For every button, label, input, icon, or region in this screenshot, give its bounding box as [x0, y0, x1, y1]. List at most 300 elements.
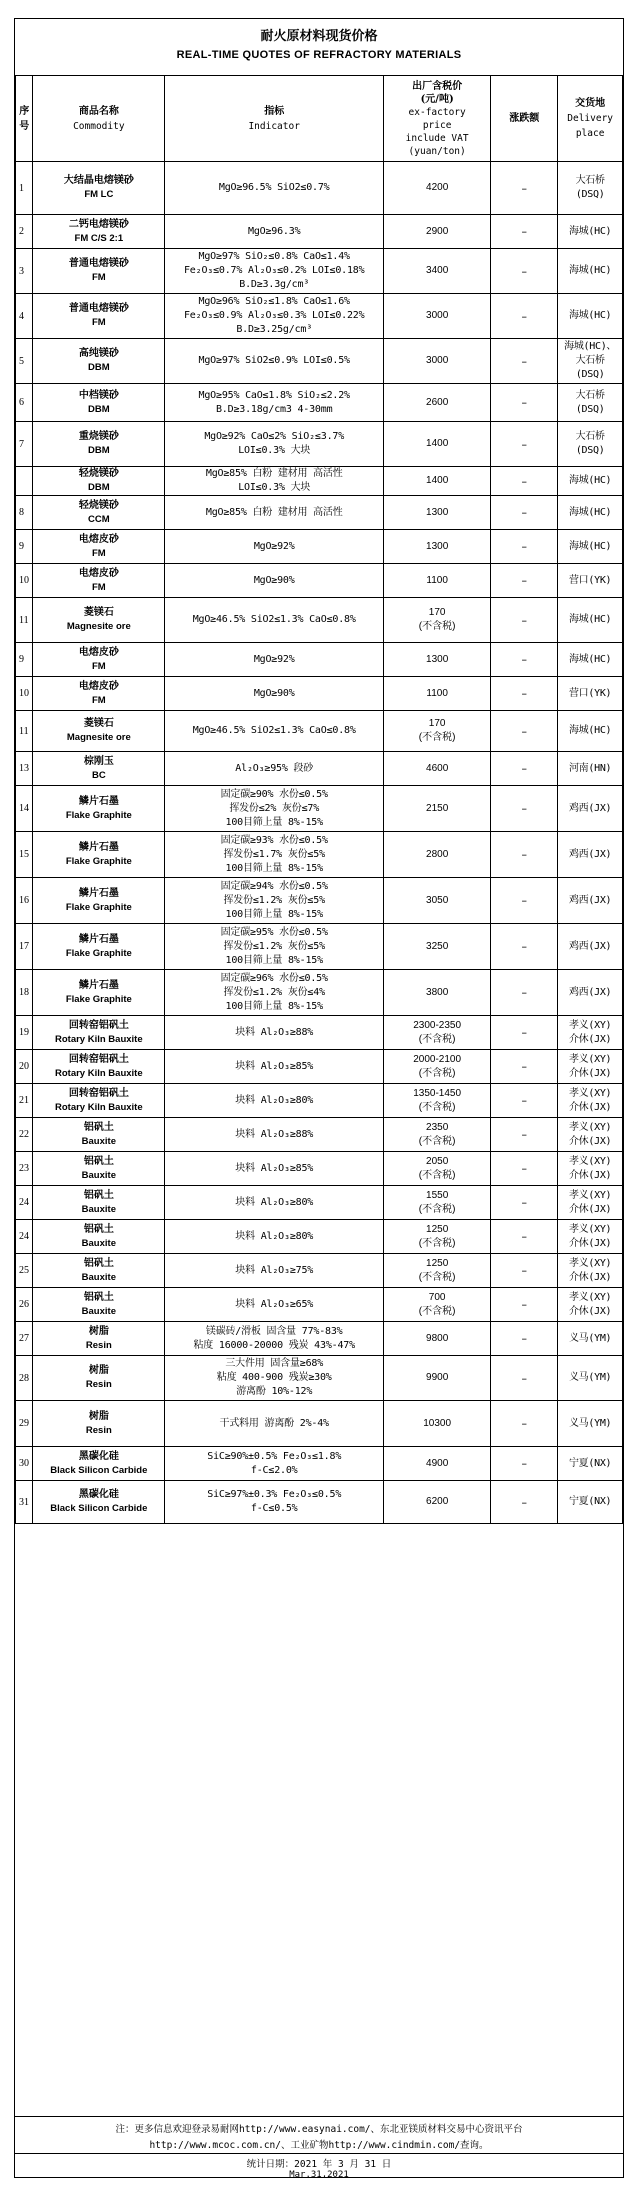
row-number: 20 — [16, 1050, 33, 1084]
price-value: 1350-1450 — [413, 1087, 462, 1099]
change-cell: – — [491, 1186, 558, 1220]
indicator-cell — [165, 1401, 384, 1447]
delivery-place-line: 孝义(XY) — [568, 1257, 612, 1269]
price-value: 1250 — [426, 1257, 449, 1269]
indicator-line: 100目筛上量 8%-15% — [225, 908, 323, 920]
commodity-name-zh: 树脂 — [88, 1325, 109, 1337]
delivery-place-cell — [558, 1016, 623, 1050]
commodity-cell — [33, 1050, 165, 1084]
table-row — [16, 832, 623, 878]
change-cell: – — [491, 786, 558, 832]
indicator-cell — [165, 530, 384, 564]
commodity-name-zh: 轻烧镁砂 — [78, 499, 119, 511]
commodity-cell — [33, 598, 165, 643]
header-price — [384, 76, 491, 162]
change-cell: – — [491, 1220, 558, 1254]
delivery-place-line: 海城(HC) — [568, 310, 612, 321]
table-row — [16, 677, 623, 711]
indicator-cell — [165, 878, 384, 924]
indicator-line: MgO≥85% 白粉 建材用 高活性 — [205, 468, 343, 479]
price-cell — [384, 1186, 491, 1220]
commodity-cell — [33, 1288, 165, 1322]
delivery-place-line: 鸡西(JX) — [568, 848, 612, 860]
commodity-name-zh: 菱镁石 — [83, 718, 114, 729]
price-value: 1400 — [426, 475, 449, 486]
row-number — [16, 467, 33, 496]
indicator-line: 固定碳≥96% 水份≤0.5% — [220, 972, 328, 984]
delivery-place-cell — [558, 752, 623, 786]
price-value: 2900 — [426, 225, 449, 237]
commodity-cell — [33, 384, 165, 422]
delivery-place-line: 介休(JX) — [568, 1101, 612, 1113]
commodity-name-en: Resin — [85, 1339, 112, 1351]
row-number: 24 — [16, 1186, 33, 1220]
price-value: (不含税) — [418, 621, 456, 632]
delivery-place-cell — [558, 677, 623, 711]
price-cell — [384, 1447, 491, 1481]
indicator-cell — [165, 924, 384, 970]
commodity-cell — [33, 1084, 165, 1118]
row-number: 30 — [16, 1447, 33, 1481]
row-number: 14 — [16, 786, 33, 832]
price-value: 9900 — [426, 1372, 449, 1383]
commodity-name-zh: 中档镁砂 — [78, 389, 119, 401]
indicator-cell — [165, 1356, 384, 1401]
change-cell: – — [491, 564, 558, 598]
table-row — [16, 1084, 623, 1118]
delivery-place-cell — [558, 1152, 623, 1186]
indicator-cell — [165, 496, 384, 530]
indicator-line: 块料 Al₂O₃≥88% — [235, 1128, 314, 1140]
indicator-line: B.D≥3.25g/cm³ — [236, 324, 313, 335]
price-cell — [384, 467, 491, 496]
row-number: 31 — [16, 1481, 33, 1524]
change-cell: – — [491, 339, 558, 384]
price-value: 2150 — [426, 802, 449, 814]
indicator-cell — [165, 711, 384, 752]
commodity-cell — [33, 878, 165, 924]
indicator-line: MgO≥46.5% SiO2≤1.3% CaO≤0.8% — [192, 725, 356, 736]
price-cell — [384, 677, 491, 711]
commodity-name-en: Bauxite — [81, 1271, 116, 1283]
price-value: 1550 — [426, 1189, 449, 1201]
commodity-cell — [33, 1254, 165, 1288]
commodity-name-en: Black Silicon Carbide — [50, 1503, 148, 1514]
commodity-name-zh: 鳞片石墨 — [78, 979, 119, 991]
indicator-cell — [165, 249, 384, 294]
footer-date-zh: 统计日期：2021 年 3 月 31 日 — [246, 2159, 392, 2170]
table-row — [16, 384, 623, 422]
indicator-cell — [165, 1118, 384, 1152]
table-row — [16, 496, 623, 530]
price-cell — [384, 1050, 491, 1084]
indicator-cell — [165, 162, 384, 215]
commodity-name-en: BC — [91, 769, 106, 781]
commodity-name-en: Rotary Kiln Bauxite — [55, 1033, 143, 1045]
indicator-line: 块料 Al₂O₃≥80% — [235, 1094, 314, 1106]
delivery-place-line: 孝义(XY) — [568, 1155, 612, 1167]
change-cell: – — [491, 832, 558, 878]
commodity-name-zh: 树脂 — [88, 1410, 109, 1422]
row-number: 8 — [16, 496, 33, 530]
title-chinese: 耐火原材料现货价格 — [260, 29, 378, 44]
header-change — [491, 76, 558, 162]
table-row — [16, 162, 623, 215]
change-cell: – — [491, 1288, 558, 1322]
table-row — [16, 1220, 623, 1254]
price-cell — [384, 1084, 491, 1118]
change-cell: – — [491, 162, 558, 215]
delivery-place-cell — [558, 339, 623, 384]
commodity-name-en: DBM — [88, 403, 110, 415]
table-row — [16, 1288, 623, 1322]
delivery-place-cell — [558, 530, 623, 564]
delivery-place-cell — [558, 1481, 623, 1524]
delivery-place-cell — [558, 832, 623, 878]
header-change-label: 涨跌额 — [509, 113, 540, 124]
delivery-place-cell — [558, 1254, 623, 1288]
price-cell — [384, 878, 491, 924]
indicator-cell — [165, 643, 384, 677]
indicator-line: 固定碳≥90% 水份≤0.5% — [220, 788, 328, 800]
indicator-cell — [165, 1152, 384, 1186]
row-number: 10 — [16, 564, 33, 598]
price-value: 2000-2100 — [413, 1053, 462, 1065]
table-row — [16, 1254, 623, 1288]
commodity-name-zh: 大结晶电熔镁砂 — [63, 175, 134, 186]
commodity-name-zh: 轻烧镁砂 — [78, 468, 119, 479]
change-cell: – — [491, 530, 558, 564]
table-row — [16, 1152, 623, 1186]
price-cell — [384, 1401, 491, 1447]
commodity-name-zh: 棕刚玉 — [83, 755, 114, 767]
header-no-line: 号 — [19, 120, 30, 132]
row-number: 6 — [16, 384, 33, 422]
indicator-line: 游离酚 10%-12% — [236, 1386, 313, 1397]
row-number: 17 — [16, 924, 33, 970]
price-table — [15, 75, 623, 1524]
indicator-line: 镁碳砖/滑板 固含量 77%-83% — [205, 1325, 343, 1337]
price-value: 1300 — [426, 540, 449, 552]
row-number: 11 — [16, 598, 33, 643]
table-row — [16, 1016, 623, 1050]
indicator-line: Fe₂O₃≤0.7% Al₂O₃≤0.2% LOI≤0.18% — [183, 265, 365, 276]
delivery-place-line: 孝义(XY) — [568, 1053, 612, 1065]
delivery-place-line: 大石桥 — [575, 175, 605, 186]
delivery-place-line: 营口(YK) — [568, 687, 612, 699]
delivery-place-line: 海城(HC) — [568, 725, 612, 736]
commodity-name-zh: 铝矾土 — [83, 1257, 114, 1269]
delivery-place-cell — [558, 643, 623, 677]
indicator-line: MgO≥85% 白粉 建材用 高活性 — [205, 506, 343, 518]
delivery-place-line: (DSQ) — [575, 403, 605, 415]
change-cell: – — [491, 467, 558, 496]
change-cell: – — [491, 1401, 558, 1447]
indicator-line: 块料 Al₂O₃≥80% — [235, 1230, 314, 1242]
price-value: 2050 — [426, 1155, 449, 1167]
header-indicator — [165, 76, 384, 162]
price-cell — [384, 1481, 491, 1524]
delivery-place-cell — [558, 1322, 623, 1356]
indicator-line: MgO≥97% SiO₂≤0.8% CaO≤1.4% — [198, 251, 350, 262]
row-number: 4 — [16, 294, 33, 339]
commodity-name-en: Flake Graphite — [65, 901, 132, 913]
indicator-line: MgO≥96% SiO₂≤1.8% CaO≤1.6% — [198, 296, 350, 307]
header-price-line: ex-factory — [408, 106, 466, 118]
indicator-line: f-C≤0.5% — [250, 1503, 298, 1514]
commodity-name-en: FM — [91, 660, 106, 672]
delivery-place-line: 孝义(XY) — [568, 1121, 612, 1133]
change-cell: – — [491, 924, 558, 970]
indicator-cell — [165, 1288, 384, 1322]
row-number: 19 — [16, 1016, 33, 1050]
price-value: 3050 — [426, 894, 449, 906]
price-value: 9800 — [426, 1332, 449, 1344]
delivery-place-cell — [558, 1220, 623, 1254]
table-row — [16, 1050, 623, 1084]
table-row — [16, 643, 623, 677]
price-cell — [384, 970, 491, 1016]
table-row — [16, 752, 623, 786]
commodity-name-zh: 铝矾土 — [83, 1121, 114, 1133]
commodity-cell — [33, 496, 165, 530]
delivery-place-line: 大石桥 — [575, 431, 605, 442]
price-value: (不含税) — [418, 1237, 456, 1249]
price-value: 3000 — [426, 310, 449, 321]
table-row — [16, 564, 623, 598]
change-cell: – — [491, 1084, 558, 1118]
price-value: (不含税) — [418, 1271, 456, 1283]
indicator-line: MgO≥96.5% SiO2≤0.7% — [218, 182, 330, 193]
price-value: 1300 — [426, 506, 449, 518]
price-value: 2300-2350 — [413, 1019, 462, 1031]
indicator-line: 100目筛上量 8%-15% — [225, 862, 323, 874]
price-value: (不含税) — [418, 1067, 456, 1079]
delivery-place-line: 鸡西(JX) — [568, 894, 612, 906]
table-row — [16, 786, 623, 832]
price-value: (不含税) — [418, 1203, 456, 1215]
commodity-cell — [33, 752, 165, 786]
indicator-line: MgO≥92% — [253, 653, 295, 665]
indicator-line: B.D≥3.3g/cm³ — [239, 279, 310, 290]
indicator-line: SiC≥90%±0.5% Fe₂O₃≤1.8% — [207, 1450, 342, 1462]
price-value: 1400 — [426, 438, 449, 449]
commodity-name-zh: 铝矾土 — [83, 1291, 114, 1303]
delivery-place-line: 介休(JX) — [568, 1067, 612, 1079]
header-price-line: price — [422, 119, 452, 131]
commodity-name-en: Bauxite — [81, 1305, 116, 1317]
commodity-name-zh: 回转窑铝矾土 — [68, 1053, 129, 1065]
price-cell — [384, 384, 491, 422]
commodity-name-en: Flake Graphite — [65, 993, 132, 1005]
commodity-name-en: Resin — [85, 1379, 112, 1390]
indicator-cell — [165, 1254, 384, 1288]
price-value: (不含税) — [418, 1169, 456, 1181]
change-cell: – — [491, 1050, 558, 1084]
indicator-cell — [165, 215, 384, 249]
indicator-line: 块料 Al₂O₃≥80% — [235, 1196, 314, 1208]
delivery-place-line: 海城(HC) — [568, 265, 612, 276]
footer-note-line2: http://www.mcoc.com.cn/、工业矿物http://www.cindmin.com/查询。 — [149, 2140, 489, 2151]
delivery-place-cell — [558, 1118, 623, 1152]
delivery-place-line: 海城(HC) — [568, 614, 612, 625]
commodity-name-en: Bauxite — [81, 1135, 116, 1147]
price-cell — [384, 832, 491, 878]
commodity-name-en: Rotary Kiln Bauxite — [55, 1067, 143, 1079]
commodity-cell — [33, 711, 165, 752]
row-number: 26 — [16, 1288, 33, 1322]
price-value: (不含税) — [418, 1033, 456, 1045]
row-number: 9 — [16, 643, 33, 677]
row-number: 13 — [16, 752, 33, 786]
price-cell — [384, 215, 491, 249]
delivery-place-cell — [558, 1050, 623, 1084]
delivery-place-cell — [558, 1084, 623, 1118]
change-cell: – — [491, 496, 558, 530]
indicator-line: 块料 Al₂O₃≥85% — [235, 1060, 314, 1072]
row-number: 1 — [16, 162, 33, 215]
price-cell — [384, 1322, 491, 1356]
delivery-place-cell — [558, 1447, 623, 1481]
indicator-line: 块料 Al₂O₃≥85% — [235, 1162, 314, 1174]
delivery-place-cell — [558, 249, 623, 294]
commodity-cell — [33, 970, 165, 1016]
row-number: 7 — [16, 422, 33, 467]
commodity-name-zh: 菱镁石 — [83, 607, 114, 618]
delivery-place-line: 鸡西(JX) — [568, 986, 612, 998]
indicator-cell — [165, 339, 384, 384]
commodity-name-zh: 电熔皮砂 — [78, 646, 119, 658]
indicator-line: 挥发份≤1.2% 灰份≤5% — [223, 894, 325, 906]
delivery-place-line: 介休(JX) — [568, 1033, 612, 1045]
price-value: 170 — [428, 718, 446, 729]
price-value: (不含税) — [418, 1101, 456, 1113]
delivery-place-line: 宁夏(NX) — [568, 1457, 612, 1469]
indicator-line: 挥发份≤1.2% 灰份≤5% — [223, 940, 325, 952]
indicator-line: 粘度 400-900 残炭≥30% — [216, 1372, 332, 1383]
price-cell — [384, 339, 491, 384]
price-cell — [384, 249, 491, 294]
change-cell: – — [491, 294, 558, 339]
price-cell — [384, 1118, 491, 1152]
price-value: (不含税) — [418, 1135, 456, 1147]
commodity-name-zh: 鳞片石墨 — [78, 933, 119, 945]
row-number: 3 — [16, 249, 33, 294]
table-row — [16, 1186, 623, 1220]
commodity-cell — [33, 1481, 165, 1524]
change-cell: – — [491, 677, 558, 711]
commodity-cell — [33, 564, 165, 598]
indicator-line: 100目筛上量 8%-15% — [225, 1000, 323, 1012]
commodity-name-zh: 二钙电熔镁砂 — [68, 218, 129, 230]
commodity-name-zh: 树脂 — [88, 1365, 109, 1376]
commodity-cell — [33, 422, 165, 467]
delivery-place-line: 大石桥 — [575, 355, 605, 366]
commodity-name-en: Flake Graphite — [65, 855, 132, 867]
commodity-name-en: Magnesite ore — [66, 732, 131, 743]
indicator-cell — [165, 752, 384, 786]
delivery-place-line: 河南(HN) — [568, 762, 612, 774]
delivery-place-line: 义马(YM) — [568, 1332, 612, 1344]
change-cell: – — [491, 643, 558, 677]
price-cell — [384, 1152, 491, 1186]
commodity-name-zh: 鳞片石墨 — [78, 795, 119, 807]
commodity-name-zh: 高纯镁砂 — [78, 348, 119, 359]
indicator-cell — [165, 1050, 384, 1084]
indicator-line: LOI≤0.3% 大块 — [238, 482, 311, 493]
indicator-line: 固定碳≥95% 水份≤0.5% — [220, 926, 328, 938]
header-commodity — [33, 76, 165, 162]
indicator-line: MgO≥95% CaO≤1.8% SiO₂≤2.2% — [198, 389, 350, 401]
delivery-place-line: 孝义(XY) — [568, 1223, 612, 1235]
indicator-line: MgO≥90% — [253, 574, 295, 586]
table-row — [16, 339, 623, 384]
price-cell — [384, 786, 491, 832]
indicator-line: 块料 Al₂O₃≥75% — [235, 1264, 314, 1276]
header-commodity-zh: 商品名称 — [78, 105, 119, 117]
price-cell — [384, 422, 491, 467]
table-row — [16, 1447, 623, 1481]
footer-divider — [15, 2116, 623, 2117]
delivery-place-cell — [558, 711, 623, 752]
price-sheet — [14, 18, 624, 2178]
commodity-cell — [33, 1447, 165, 1481]
header-no — [16, 76, 33, 162]
row-number: 22 — [16, 1118, 33, 1152]
commodity-cell — [33, 1322, 165, 1356]
indicator-line: 100目筛上量 8%-15% — [225, 816, 323, 828]
row-number: 5 — [16, 339, 33, 384]
row-number: 29 — [16, 1401, 33, 1447]
row-number: 25 — [16, 1254, 33, 1288]
row-number: 21 — [16, 1084, 33, 1118]
delivery-place-line: 介休(JX) — [568, 1203, 612, 1215]
price-cell — [384, 1220, 491, 1254]
commodity-name-zh: 回转窑铝矾土 — [68, 1019, 129, 1031]
indicator-line: B.D≥3.18g/cm3 4-30mm — [215, 403, 333, 415]
delivery-place-cell — [558, 496, 623, 530]
commodity-name-en: CCM — [88, 513, 110, 525]
indicator-cell — [165, 832, 384, 878]
footer-date-en: Mar.31,2021 — [289, 2170, 349, 2180]
price-cell — [384, 1016, 491, 1050]
row-number: 16 — [16, 878, 33, 924]
table-row — [16, 1118, 623, 1152]
commodity-cell — [33, 924, 165, 970]
commodity-name-en: FM — [91, 694, 106, 706]
delivery-place-cell — [558, 924, 623, 970]
change-cell: – — [491, 1152, 558, 1186]
price-value: 3800 — [426, 986, 449, 998]
price-cell — [384, 711, 491, 752]
indicator-line: MgO≥96.3% — [248, 225, 301, 237]
indicator-line: 固定碳≥94% 水份≤0.5% — [220, 880, 328, 892]
header-price-line: (元/吨) — [420, 93, 454, 105]
price-cell — [384, 496, 491, 530]
commodity-cell — [33, 1118, 165, 1152]
delivery-place-cell — [558, 786, 623, 832]
delivery-place-line: 海城(HC) — [568, 653, 612, 665]
price-cell — [384, 643, 491, 677]
header-price-line: 出厂含税价 — [412, 80, 463, 92]
delivery-place-line: 营口(YK) — [568, 574, 612, 586]
commodity-name-zh: 重烧镁砂 — [78, 431, 119, 442]
commodity-name-zh: 普通电熔镁砂 — [68, 303, 129, 314]
title-english: REAL-TIME QUOTES OF REFRACTORY MATERIALS — [176, 49, 462, 61]
commodity-name-en: DBM — [88, 362, 110, 373]
table-row — [16, 422, 623, 467]
indicator-line: 挥发份≤1.7% 灰份≤5% — [223, 848, 325, 860]
